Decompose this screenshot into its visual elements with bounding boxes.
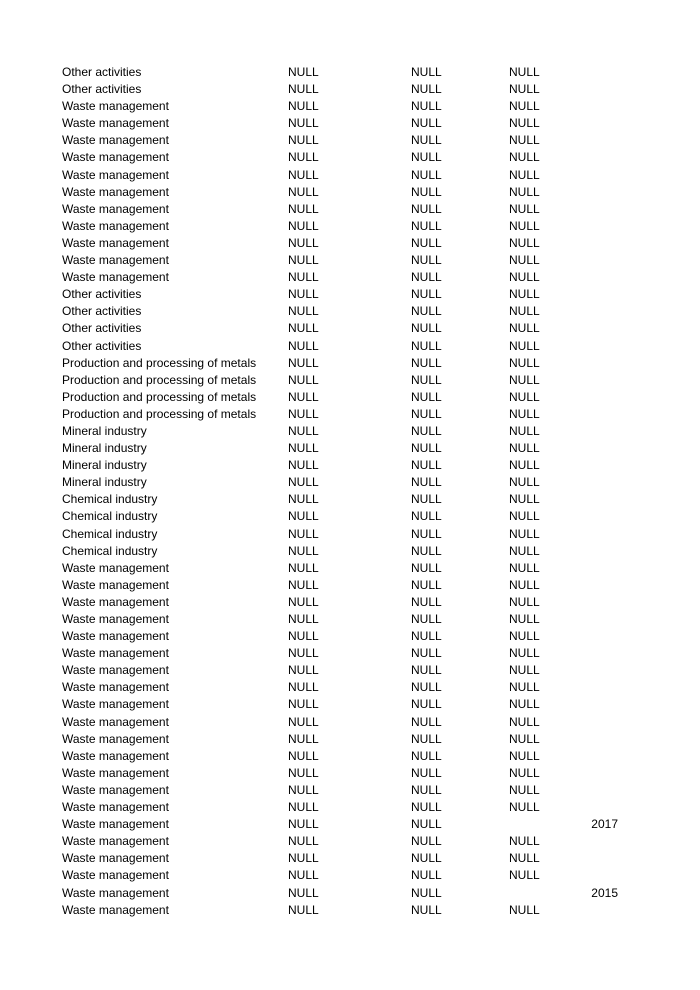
activity-cell: Waste management <box>62 116 169 131</box>
value-cell-b: NULL <box>411 885 442 900</box>
value-cell-a: NULL <box>288 492 319 507</box>
value-cell-a: NULL <box>288 646 319 661</box>
value-cell-a: NULL <box>288 184 319 199</box>
value-cell-a: NULL <box>288 201 319 216</box>
value-cell-a: NULL <box>288 714 319 729</box>
table-row <box>0 577 700 594</box>
activity-cell: Waste management <box>62 612 169 626</box>
value-cell-a: NULL <box>288 116 319 131</box>
value-cell-c: NULL <box>509 82 540 97</box>
activity-cell: Chemical industry <box>62 543 158 558</box>
table-row <box>0 628 700 645</box>
value-cell-b: NULL <box>411 321 442 336</box>
value-cell-a: NULL <box>288 287 319 302</box>
activity-cell: Production and processing of metals <box>62 355 257 370</box>
activity-cell: Other activities <box>62 82 142 97</box>
table-row <box>0 423 700 440</box>
activity-cell: Waste management <box>62 663 169 678</box>
activity-cell: Waste management <box>62 714 169 729</box>
value-cell-a: NULL <box>288 406 319 421</box>
value-cell-c: NULL <box>509 731 540 746</box>
value-cell-b: NULL <box>411 714 442 729</box>
year-cell: 2015 <box>591 885 618 900</box>
value-cell-b: NULL <box>411 287 442 302</box>
value-cell-b: NULL <box>411 372 442 387</box>
value-cell-a: NULL <box>288 65 319 79</box>
activity-cell: Mineral industry <box>62 423 147 438</box>
value-cell-c: NULL <box>509 851 540 866</box>
value-cell-c: NULL <box>509 133 540 148</box>
activity-cell: Chemical industry <box>62 526 158 541</box>
value-cell-a: NULL <box>288 817 319 832</box>
value-cell-a: NULL <box>288 150 319 165</box>
activity-cell: Other activities <box>62 321 142 336</box>
value-cell-a: NULL <box>288 543 319 558</box>
value-cell-a: NULL <box>288 355 319 370</box>
value-cell-c: NULL <box>509 201 540 216</box>
value-cell-c: NULL <box>509 338 540 353</box>
activity-cell: Waste management <box>62 817 169 832</box>
value-cell-a: NULL <box>288 663 319 678</box>
value-cell-b: NULL <box>411 235 442 250</box>
value-cell-a: NULL <box>288 423 319 438</box>
value-cell-c: NULL <box>509 646 540 661</box>
activity-cell: Waste management <box>62 834 169 849</box>
value-cell-a: NULL <box>288 612 319 626</box>
table-row <box>0 286 700 303</box>
value-cell-a: NULL <box>288 372 319 387</box>
table-row <box>0 508 700 525</box>
value-cell-c: NULL <box>509 458 540 473</box>
value-cell-b: NULL <box>411 646 442 661</box>
value-cell-b: NULL <box>411 304 442 319</box>
value-cell-b: NULL <box>411 355 442 370</box>
value-cell-c: NULL <box>509 423 540 438</box>
activity-cell: Mineral industry <box>62 475 147 490</box>
table-row <box>0 98 700 115</box>
table-row <box>0 714 700 731</box>
value-cell-b: NULL <box>411 65 442 79</box>
value-cell-b: NULL <box>411 99 442 114</box>
value-cell-c: NULL <box>509 697 540 712</box>
value-cell-c: NULL <box>509 543 540 558</box>
value-cell-b: NULL <box>411 133 442 148</box>
table-row <box>0 748 700 765</box>
activity-cell: Other activities <box>62 65 142 79</box>
value-cell-a: NULL <box>288 697 319 712</box>
year-cell: 2017 <box>591 817 618 832</box>
activity-cell: Chemical industry <box>62 509 158 524</box>
value-cell-b: NULL <box>411 765 442 780</box>
table-row <box>0 645 700 662</box>
value-cell-c: NULL <box>509 218 540 233</box>
value-cell-a: NULL <box>288 475 319 490</box>
value-cell-c: NULL <box>509 304 540 319</box>
table-row <box>0 491 700 508</box>
value-cell-c: NULL <box>509 560 540 575</box>
table-row <box>0 201 700 218</box>
table-row <box>0 885 700 902</box>
activity-cell: Waste management <box>62 902 169 917</box>
value-cell-b: NULL <box>411 423 442 438</box>
value-cell-a: NULL <box>288 629 319 644</box>
value-cell-c: NULL <box>509 235 540 250</box>
value-cell-c: NULL <box>509 406 540 421</box>
table-row <box>0 902 700 919</box>
activity-cell: Waste management <box>62 560 169 575</box>
activity-cell: Waste management <box>62 782 169 797</box>
value-cell-c: NULL <box>509 612 540 626</box>
table-row <box>0 406 700 423</box>
activity-cell: Waste management <box>62 201 169 216</box>
activity-cell: Waste management <box>62 150 169 165</box>
value-cell-c: NULL <box>509 150 540 165</box>
value-cell-a: NULL <box>288 782 319 797</box>
activity-cell: Waste management <box>62 218 169 233</box>
value-cell-b: NULL <box>411 201 442 216</box>
value-cell-b: NULL <box>411 526 442 541</box>
table-row <box>0 867 700 884</box>
activity-cell: Waste management <box>62 577 169 592</box>
value-cell-b: NULL <box>411 560 442 575</box>
value-cell-a: NULL <box>288 321 319 336</box>
value-cell-a: NULL <box>288 270 319 285</box>
activity-cell: Waste management <box>62 646 169 661</box>
value-cell-b: NULL <box>411 680 442 695</box>
value-cell-b: NULL <box>411 150 442 165</box>
value-cell-c: NULL <box>509 526 540 541</box>
value-cell-c: NULL <box>509 902 540 917</box>
activity-cell: Waste management <box>62 184 169 199</box>
value-cell-b: NULL <box>411 817 442 832</box>
value-cell-a: NULL <box>288 748 319 763</box>
value-cell-a: NULL <box>288 731 319 746</box>
value-cell-a: NULL <box>288 133 319 148</box>
activity-cell: Waste management <box>62 133 169 148</box>
activity-cell: Production and processing of metals <box>62 406 257 421</box>
activity-cell: Waste management <box>62 99 169 114</box>
value-cell-a: NULL <box>288 338 319 353</box>
activity-cell: Waste management <box>62 253 169 268</box>
table-row <box>0 731 700 748</box>
activity-cell: Other activities <box>62 304 142 319</box>
table-row <box>0 560 700 577</box>
value-cell-b: NULL <box>411 697 442 712</box>
value-cell-c: NULL <box>509 748 540 763</box>
value-cell-a: NULL <box>288 235 319 250</box>
value-cell-c: NULL <box>509 372 540 387</box>
value-cell-a: NULL <box>288 389 319 404</box>
activity-cell: Waste management <box>62 765 169 780</box>
value-cell-c: NULL <box>509 868 540 883</box>
value-cell-b: NULL <box>411 577 442 592</box>
table-row <box>0 526 700 543</box>
value-cell-c: NULL <box>509 184 540 199</box>
value-cell-b: NULL <box>411 218 442 233</box>
table-row <box>0 167 700 184</box>
table-row <box>0 269 700 286</box>
value-cell-c: NULL <box>509 287 540 302</box>
table-row <box>0 782 700 799</box>
value-cell-c: NULL <box>509 167 540 182</box>
value-cell-b: NULL <box>411 441 442 456</box>
table-row <box>0 338 700 355</box>
activity-cell: Mineral industry <box>62 441 147 456</box>
activity-cell: Waste management <box>62 885 169 900</box>
table-row <box>0 252 700 269</box>
value-cell-a: NULL <box>288 509 319 524</box>
value-cell-a: NULL <box>288 851 319 866</box>
value-cell-c: NULL <box>509 663 540 678</box>
value-cell-b: NULL <box>411 663 442 678</box>
table-row <box>0 303 700 320</box>
value-cell-b: NULL <box>411 612 442 626</box>
table-row <box>0 833 700 850</box>
value-cell-c: NULL <box>509 782 540 797</box>
activity-cell: Waste management <box>62 629 169 644</box>
table-row <box>0 594 700 611</box>
value-cell-b: NULL <box>411 782 442 797</box>
table-row <box>0 235 700 252</box>
value-cell-b: NULL <box>411 338 442 353</box>
table-row <box>0 457 700 474</box>
value-cell-c: NULL <box>509 714 540 729</box>
table-row <box>0 149 700 166</box>
value-cell-b: NULL <box>411 253 442 268</box>
table-row <box>0 81 700 98</box>
activity-cell: Waste management <box>62 235 169 250</box>
value-cell-a: NULL <box>288 902 319 917</box>
value-cell-c: NULL <box>509 355 540 370</box>
table-row <box>0 372 700 389</box>
value-cell-b: NULL <box>411 492 442 507</box>
value-cell-c: NULL <box>509 99 540 114</box>
value-cell-b: NULL <box>411 834 442 849</box>
value-cell-b: NULL <box>411 389 442 404</box>
table-row <box>0 765 700 782</box>
value-cell-a: NULL <box>288 594 319 609</box>
table-row <box>0 611 700 628</box>
value-cell-a: NULL <box>288 82 319 97</box>
activity-cell: Waste management <box>62 868 169 883</box>
value-cell-b: NULL <box>411 851 442 866</box>
value-cell-a: NULL <box>288 800 319 815</box>
table-row <box>0 799 700 816</box>
data-table <box>0 64 700 919</box>
value-cell-b: NULL <box>411 167 442 182</box>
value-cell-a: NULL <box>288 680 319 695</box>
table-row <box>0 355 700 372</box>
value-cell-c: NULL <box>509 680 540 695</box>
table-row <box>0 850 700 867</box>
activity-cell: Waste management <box>62 270 169 285</box>
table-row <box>0 440 700 457</box>
value-cell-c: NULL <box>509 800 540 815</box>
value-cell-a: NULL <box>288 868 319 883</box>
value-cell-b: NULL <box>411 406 442 421</box>
value-cell-b: NULL <box>411 594 442 609</box>
value-cell-b: NULL <box>411 800 442 815</box>
table-row <box>0 816 700 833</box>
value-cell-b: NULL <box>411 629 442 644</box>
table-row <box>0 184 700 201</box>
value-cell-a: NULL <box>288 99 319 114</box>
activity-cell: Waste management <box>62 800 169 815</box>
value-cell-a: NULL <box>288 526 319 541</box>
activity-cell: Waste management <box>62 167 169 182</box>
value-cell-b: NULL <box>411 184 442 199</box>
value-cell-b: NULL <box>411 902 442 917</box>
value-cell-c: NULL <box>509 65 540 79</box>
value-cell-b: NULL <box>411 458 442 473</box>
value-cell-b: NULL <box>411 116 442 131</box>
value-cell-b: NULL <box>411 509 442 524</box>
value-cell-a: NULL <box>288 253 319 268</box>
value-cell-b: NULL <box>411 868 442 883</box>
activity-cell: Waste management <box>62 731 169 746</box>
value-cell-c: NULL <box>509 253 540 268</box>
value-cell-a: NULL <box>288 458 319 473</box>
activity-cell: Production and processing of metals <box>62 372 257 387</box>
value-cell-c: NULL <box>509 629 540 644</box>
value-cell-c: NULL <box>509 116 540 131</box>
value-cell-c: NULL <box>509 389 540 404</box>
activity-cell: Waste management <box>62 748 169 763</box>
value-cell-a: NULL <box>288 834 319 849</box>
table-row <box>0 679 700 696</box>
value-cell-a: NULL <box>288 441 319 456</box>
value-cell-b: NULL <box>411 543 442 558</box>
table-row <box>0 389 700 406</box>
table-row <box>0 474 700 491</box>
value-cell-c: NULL <box>509 765 540 780</box>
activity-cell: Waste management <box>62 697 169 712</box>
activity-cell: Chemical industry <box>62 492 158 507</box>
value-cell-c: NULL <box>509 594 540 609</box>
table-row <box>0 115 700 132</box>
activity-cell: Other activities <box>62 287 142 302</box>
value-cell-a: NULL <box>288 304 319 319</box>
activity-cell: Waste management <box>62 851 169 866</box>
activity-cell: Mineral industry <box>62 458 147 473</box>
value-cell-a: NULL <box>288 167 319 182</box>
value-cell-c: NULL <box>509 441 540 456</box>
value-cell-a: NULL <box>288 577 319 592</box>
activity-cell: Waste management <box>62 594 169 609</box>
value-cell-a: NULL <box>288 560 319 575</box>
value-cell-c: NULL <box>509 321 540 336</box>
value-cell-c: NULL <box>509 834 540 849</box>
table-row <box>0 696 700 713</box>
table-row <box>0 132 700 149</box>
value-cell-b: NULL <box>411 731 442 746</box>
table-row <box>0 64 700 81</box>
value-cell-c: NULL <box>509 475 540 490</box>
activity-cell: Other activities <box>62 338 142 353</box>
value-cell-b: NULL <box>411 270 442 285</box>
activity-cell: Waste management <box>62 680 169 695</box>
value-cell-c: NULL <box>509 270 540 285</box>
table-row <box>0 543 700 560</box>
table-row <box>0 320 700 337</box>
value-cell-a: NULL <box>288 218 319 233</box>
value-cell-a: NULL <box>288 765 319 780</box>
value-cell-b: NULL <box>411 475 442 490</box>
table-row <box>0 662 700 679</box>
value-cell-b: NULL <box>411 748 442 763</box>
value-cell-c: NULL <box>509 492 540 507</box>
value-cell-b: NULL <box>411 82 442 97</box>
value-cell-a: NULL <box>288 885 319 900</box>
value-cell-c: NULL <box>509 509 540 524</box>
table-row <box>0 218 700 235</box>
value-cell-c: NULL <box>509 577 540 592</box>
activity-cell: Production and processing of metals <box>62 389 257 404</box>
